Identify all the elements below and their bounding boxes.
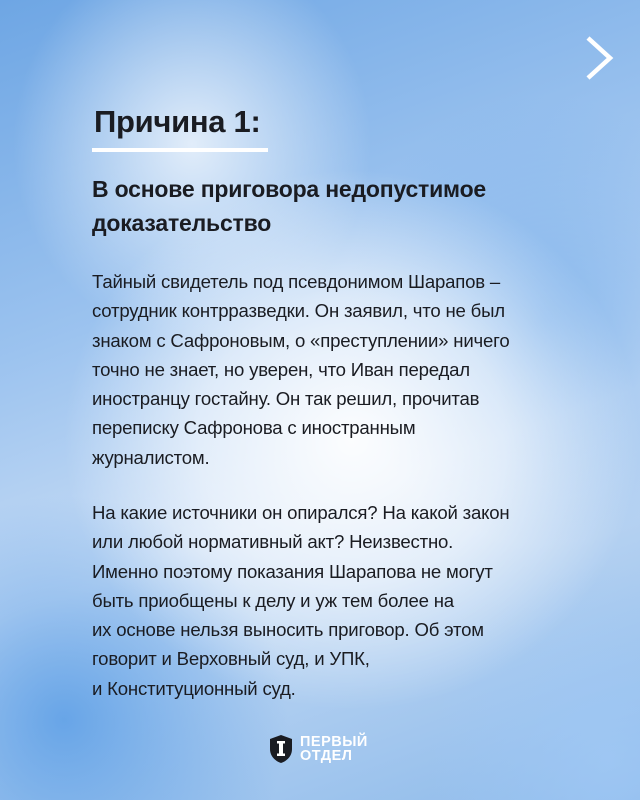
- paragraph-line: иностранцу гостайну. Он так решил, прочитав: [92, 388, 480, 410]
- logo-line: ОТДЕЛ: [300, 748, 353, 764]
- paragraph-line: переписку Сафронова с иностранным: [92, 417, 416, 439]
- paragraph-line: Именно поэтому показания Шарапова не могут: [92, 560, 493, 582]
- subtitle: [92, 172, 572, 240]
- paragraph-line: их основе нельзя выносить приговор. Об этом: [92, 619, 484, 641]
- heading-block: [92, 100, 268, 152]
- paragraph-line: точно не знает, но уверен, что Иван передал: [92, 358, 470, 380]
- shield-icon: [268, 734, 294, 764]
- paragraph-line: говорит и Верховный суд, и УПК,: [92, 648, 370, 670]
- brand-logo: [268, 734, 368, 764]
- paragraph-line: знаком с Сафроновым, о «преступлении» ничего: [92, 329, 510, 351]
- paragraph-2: [92, 498, 572, 703]
- chevron-right-icon[interactable]: [582, 34, 616, 82]
- paragraph-line: журналистом.: [92, 446, 210, 468]
- paragraph-line: сотрудник контрразведки. Он заявил, что не был: [92, 300, 505, 322]
- subtitle-line: доказательство: [92, 210, 272, 236]
- logo-wordmark: [300, 735, 368, 763]
- paragraph-line: быть приобщены к делу и уж тем более на: [92, 589, 454, 611]
- subtitle-line: В основе приговора недопустимое: [92, 176, 487, 202]
- paragraph-line: На какие источники он опирался? На какой закон: [92, 502, 510, 523]
- paragraph-line: Тайный свидетель под псевдонимом Шарапов –: [92, 271, 501, 292]
- paragraph-line: и Конституционный суд.: [92, 677, 296, 699]
- paragraph-line: или любой нормативный акт? Неизвестно.: [92, 531, 454, 553]
- page-title: Причина 1:: [94, 104, 261, 139]
- paragraph-1: [92, 267, 572, 472]
- logo-line: ПЕРВЫЙ: [300, 734, 368, 750]
